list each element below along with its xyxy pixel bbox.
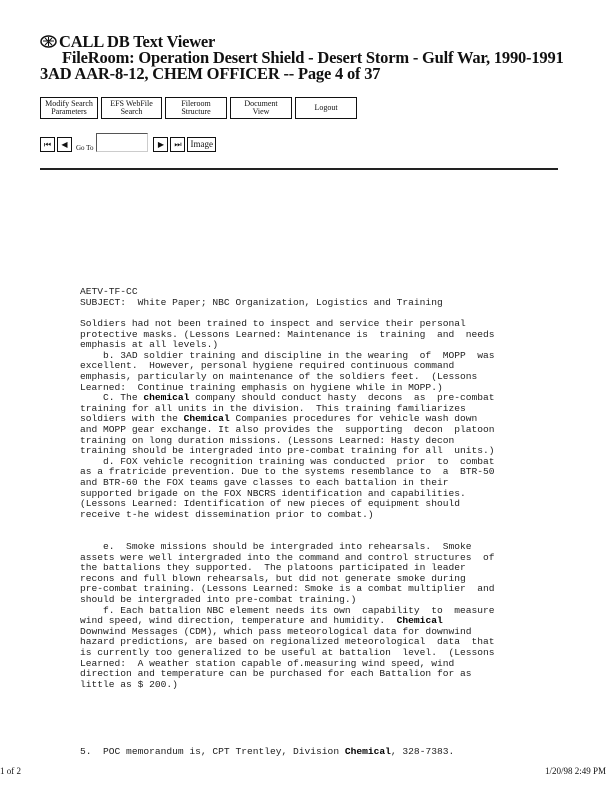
document-title: 3AD AAR-8-12, CHEM OFFICER -- Page 4 of 37 [40,64,381,83]
text-segment: training for all units in the division. This training familiarizes [80,402,466,414]
button-label: Search [120,107,143,116]
text-segment: e. Smoke missions should be intergraded into rehearsals. Smoke [80,541,472,552]
button-label: Modify Search [45,99,93,108]
text-segment: , 328-7383. [390,746,455,757]
text-segment: assets were well intergraded into the command and control structures of [80,551,495,563]
text-segment: emphasis at all levels.) [80,339,219,351]
highlighted-term: Chemical [396,615,443,627]
text-segment: 5. POC memorandum is, CPT Trentley, Division [80,746,345,757]
text-segment: and BTR-60 the FOX teams gave classes to each battalion in their [80,476,449,488]
goto-label: Go To [76,144,94,152]
text-block [80,319,495,520]
document-view-button[interactable] [230,97,292,119]
button-label: Fileroom [181,99,211,108]
text-line [80,298,443,309]
text-segment: C. The [80,392,144,404]
next-page-button[interactable] [153,137,168,152]
first-page-button[interactable] [40,137,55,152]
text-segment: and MOPP gear exchange. It also provides the supporting decon platoon [80,423,495,435]
goto-page-input[interactable] [96,133,148,152]
text-segment: Soldiers had not been trained to inspect and service their personal [80,318,466,329]
arrow-left-icon: ◀ [61,140,68,149]
highlighted-term: chemical [143,392,190,404]
text-segment: is currently too generalized to be useful at battalion level. (Lessons [80,646,495,658]
button-label: Parameters [51,107,87,116]
button-label: Structure [181,107,211,116]
text-segment: training on long duration missions. (Lessons Learned: Hasty decon [80,434,455,446]
fileroom-title: FileRoom: Operation Desert Shield - Desert Storm - Gulf War, 1990-1991 [62,48,564,67]
image-button[interactable]: Image [187,137,216,152]
text-segment: AETV-TF-CC [80,286,138,297]
text-segment: the battalions they supported. The platoons participated in leader [80,562,466,574]
fileroom-structure-button[interactable] [165,97,227,119]
text-segment: recons and full blown rehearsals, but did not generate smoke during [80,572,466,584]
text-segment: d. FOX vehicle recognition training was conducted prior to combat [80,455,495,467]
text-segment: excellent. However, personal hygiene required continuous command [80,360,455,372]
footer-page-count: 1 of 2 [0,766,21,776]
text-segment: should be intergraded into pre-combat training.) [80,593,357,605]
logout-button[interactable] [295,97,357,119]
call-seal-icon [40,35,57,48]
text-segment: wind speed, wind direction, temperature and humidity. [80,615,397,627]
text-segment: emphasis, particularly on maintenance of the soldiers feet. (Lessons [80,370,478,382]
text-segment: soldiers with the [80,413,184,425]
text-segment: hazard predictions, are based on regionalized meteorological data that [80,636,495,648]
text-line [80,510,495,521]
text-segment: receive t-he widest dissemination prior to combat.) [80,508,374,520]
highlighted-term: Chemical [183,413,230,425]
skip-last-icon: ⏭ [174,139,182,149]
page-navigation [40,133,216,152]
text-block [80,542,495,690]
text-segment: as a fratricide prevention. Due to the systems resemblance to a BTR-50 [80,466,495,478]
text-segment: supported brigade on the FOX NBCRS identification and capabilities. [80,487,466,499]
text-segment: little as $ 200.) [80,678,178,690]
text-segment: Downwind Messages (CDM), which pass meteorological data for downwind [80,625,472,637]
text-line [80,747,454,758]
divider [40,168,558,170]
text-line [80,680,495,691]
text-segment: (Lessons Learned: Identification of new pieces of equipment should [80,498,460,510]
text-block [80,747,454,758]
last-page-button[interactable] [170,137,185,152]
text-segment: direction and temperature can be purchased for each Battalion for as [80,668,472,680]
modify-search-button[interactable] [40,97,98,119]
text-segment: SUBJECT: White Paper; NBC Organization, Logistics and Training [80,296,443,308]
button-label: EFS WebFile [110,99,153,108]
toolbar [40,97,357,119]
text-segment: Learned: A weather station capable of.measuring wind speed, wind [80,657,455,669]
skip-first-icon: ⏮ [43,139,52,149]
text-segment: pre-combat training. (Lessons Learned: Smoke is a combat multiplier and [80,583,495,595]
button-label: View [252,107,270,116]
footer-timestamp: 1/20/98 2:49 PM [544,766,606,776]
page-header [40,34,564,82]
text-segment: b. 3AD soldier training and discipline in the wearing of MOPP was [80,349,495,361]
text-segment: training should be intergraded into pre-combat training for all units.) [80,445,495,457]
text-block [80,287,443,308]
app-title: CALL DB Text Viewer [59,32,216,51]
text-segment: f. Each battalion NBC element needs its own capability to measure [80,604,495,616]
text-segment: protective masks. (Lessons Learned: Maintenance is training and needs [80,328,495,340]
text-segment: company should conduct hasty decons as pre-combat [189,392,495,404]
button-label: Document [244,99,278,108]
efs-webfile-search-button[interactable] [101,97,162,119]
previous-page-button[interactable] [57,137,72,152]
highlighted-term: Chemical [344,746,391,757]
text-segment: Learned: Continue training emphasis on hygiene while in MOPP.) [80,381,443,393]
button-label: Logout [314,103,338,112]
text-segment: Companies procedures for vehicle wash down [229,413,478,425]
arrow-right-icon: ▶ [157,140,165,149]
